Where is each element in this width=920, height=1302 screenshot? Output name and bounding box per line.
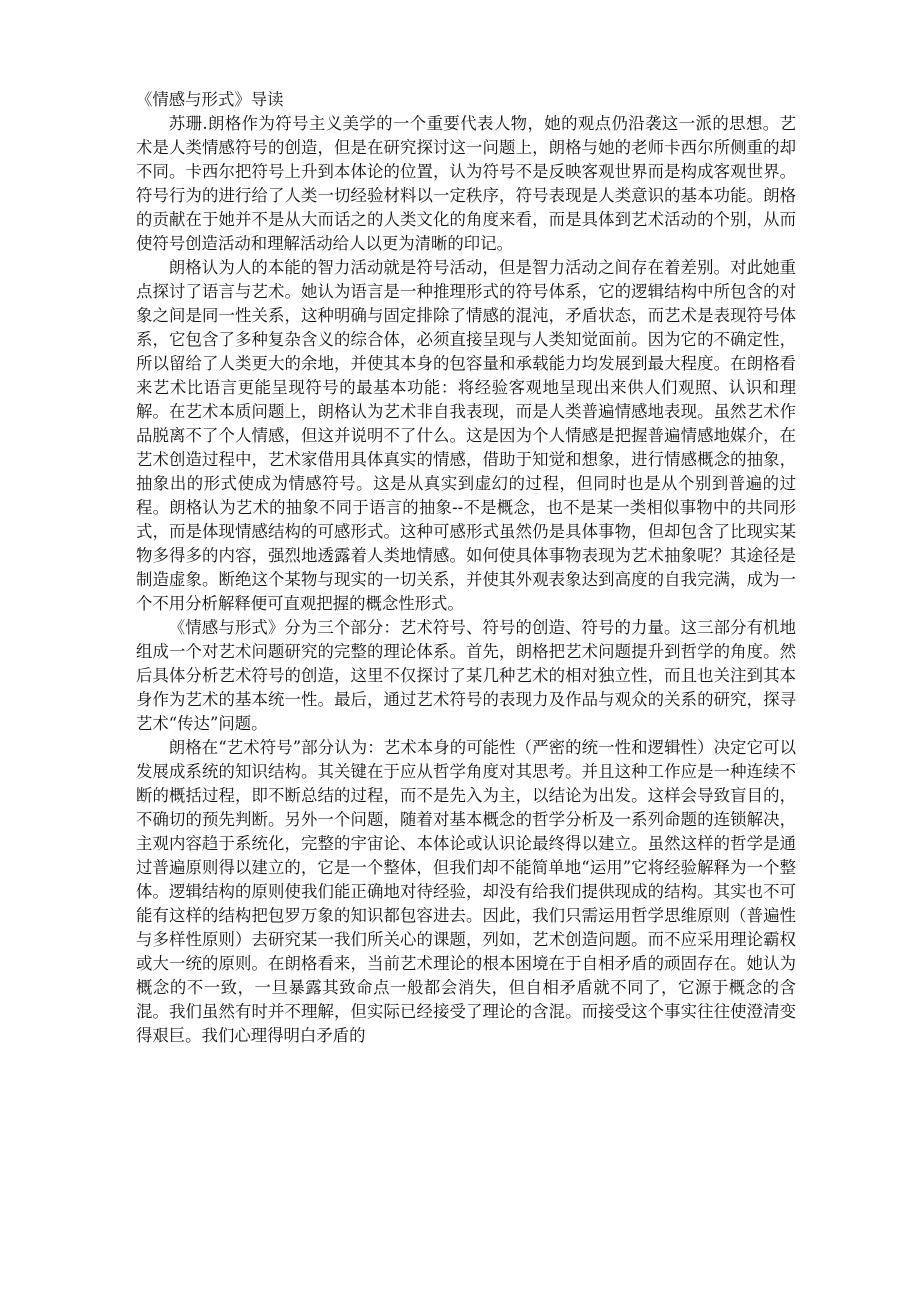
document-title: 《情感与形式》导读 xyxy=(136,90,284,109)
paragraph-art-symbol-section: 朗格在“艺术符号”部分认为：艺术本身的可能性（严密的统一性和逻辑性）决定它可以发展成系统的知识结构。其关键在于应从哲学角度对其思考。并且这种工作应是一种连续不断的概括过程，即不断总结的过程，而不是先入为主，以结论为出发。这样会导致盲目的，不确切的预先判断。另外一个问题，随着对基本概念的哲学分析及一系列命题的连锁解决，主观内容趋于系统化，完整的宇宙论、本体论或认识论最终得以建立。虽然这样的哲学是通过普遍原则得以建立的，它是一个整体，但我们却不能简单地“运用”它将经验解释为一个整体。逻辑结构的原则使我们能正确地对待经验，却没有给我们提供现成的结构。其实也不可能有这样的结构把包罗万象的知识都包容进去。因此，我们只需运用哲学思维原则（普遍性与多样性原则）去研究某一我们所关心的课题，列如，艺术创造问题。而不应采用理论霸权或大一统的原则。在朗格看来，当前艺术理论的根本困境在于自相矛盾的顽固存在。她认为概念的不一致，一旦暴露其致命点一般都会消失，但自相矛盾就不同了，它源于概念的含混。我们虽然有时并不理解，但实际已经接受了理论的含混。而接受这个事实往往使澄清变得艰巨。我们心理得明白矛盾的 xyxy=(136,738,796,1045)
document-page xyxy=(136,88,796,1048)
paragraph-book-structure: 《情感与形式》分为三个部分：艺术符号、符号的创造、符号的力量。这三部分有机地组成一个对艺术问题研究的完整的理论体系。首先，朗格把艺术问题提升到哲学的角度。然后具体分析艺术符号的创造，这里不仅探讨了某几种艺术的相对独立性，而且也关注到其本身作为艺术的基本统一性。最后，通过艺术符号的表现力及作品与观众的关系的研究，探寻艺术“传达”问题。 xyxy=(136,618,796,733)
paragraph-intro: 苏珊.朗格作为符号主义美学的一个重要代表人物，她的观点仍沿袭这一派的思想。艺术是人类情感符号的创造，但是在研究探讨这一问题上，朗格与她的老师卡西尔所侧重的却不同。卡西尔把符号上升到本体论的位置，认为符号不是反映客观世界而是构成客观世界。符号行为的进行给了人类一切经验材料以一定秩序，符号表现是人类意识的基本功能。朗格的贡献在于她并不是从大而话之的人类文化的角度来看，而是具体到艺术活动的个别，从而使符号创造活动和理解活动给人以更为清晰的印记。 xyxy=(136,114,796,253)
paragraph-intelligence-language-art: 朗格认为人的本能的智力活动就是符号活动，但是智力活动之间存在着差别。对此她重点探讨了语言与艺术。她认为语言是一种推理形式的符号体系，它的逻辑结构中所包含的对象之间是同一性关系，这种明确与固定排除了情感的混沌，矛盾状态，而艺术是表现符号体系，它包含了多种复杂含义的综合体，必须直接呈现与人类知觉面前。因为它的不确定性，所以留给了人类更大的余地，并使其本身的包容量和承载能力均发展到最大程度。在朗格看来艺术比语言更能呈现符号的最基本功能：将经验客观地呈现出来供人们观照、认识和理解。在艺术本质问题上，朗格认为艺术非自我表现，而是人类普遍情感地表现。虽然艺术作品脱离不了个人情感，但这并说明不了什么。这是因为个人情感是把握普遍情感地媒介，在艺术创造过程中，艺术家借用具体真实的情感，借助于知觉和想象，进行情感概念的抽象，抽象出的形式使成为情感符号。这是从真实到虚幻的过程，但同时也是从个别到普遍的过程。朗格认为艺术的抽象不同于语言的抽象--不是概念，也不是某一类相似事物中的共同形式，而是体现情感结构的可感形式。这种可感形式虽然仍是具体事物，但却包含了比现实某物多得多的内容，强烈地透露着人类地情感。如何使具体事物表现为艺术抽象呢？其途径是制造虚象。断绝这个某物与现实的一切关系，并使其外观表象达到高度的自我完满，成为一个不用分析解释便可直观把握的概念性形式。 xyxy=(136,258,796,613)
